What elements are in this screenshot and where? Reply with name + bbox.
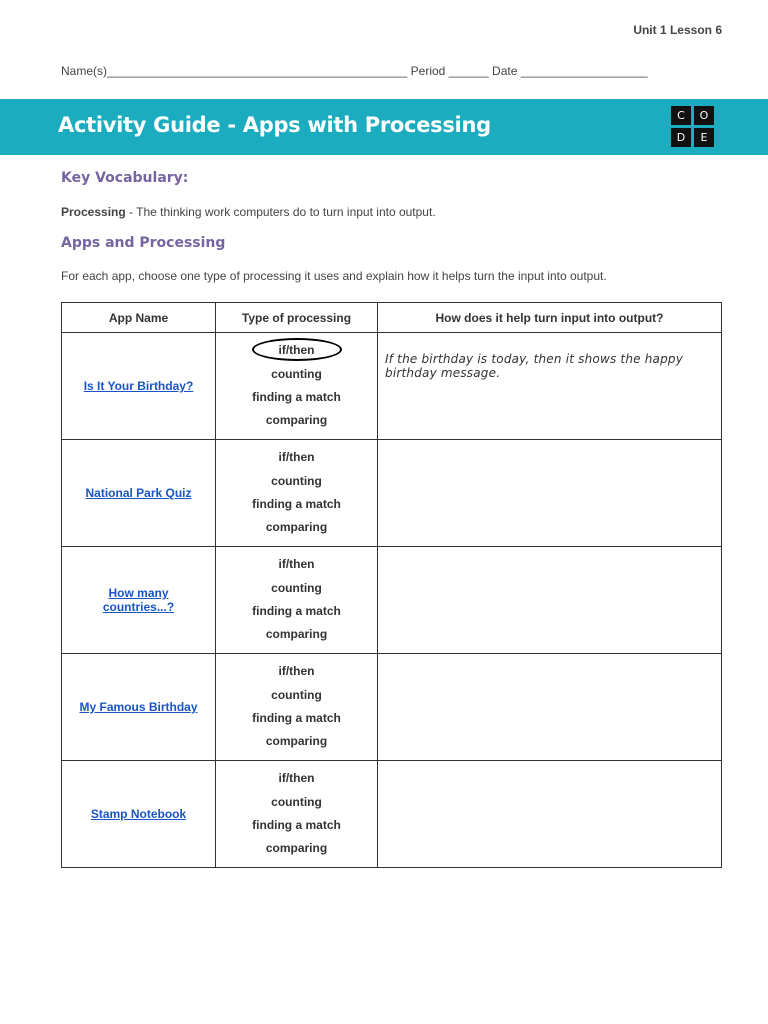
explanation-cell[interactable] <box>378 761 722 868</box>
processing-option[interactable]: comparing <box>265 413 328 428</box>
name-period-date-line: Name(s)_____________________________________________ Period ______ Date ___________________ <box>61 64 648 78</box>
app-link[interactable]: National Park Quiz <box>85 486 192 500</box>
explanation-cell[interactable] <box>378 654 722 761</box>
logo-letter: D <box>671 128 691 147</box>
handwritten-answer: If the birthday is today, then it shows the happy birthday message. <box>385 352 684 380</box>
code-logo <box>671 106 715 148</box>
processing-option[interactable]: if/then <box>278 557 315 572</box>
processing-options-cell <box>216 333 378 440</box>
processing-option[interactable]: if/then <box>278 664 315 679</box>
processing-option[interactable]: counting <box>271 794 322 809</box>
processing-option[interactable]: finding a match <box>252 497 341 511</box>
explanation-cell[interactable] <box>378 547 722 654</box>
processing-option[interactable]: counting <box>271 366 322 381</box>
processing-options-cell <box>216 440 378 547</box>
vocab-text: - The thinking work computers do to turn input into output. <box>125 205 436 219</box>
table-row <box>62 547 722 654</box>
processing-options-cell <box>216 547 378 654</box>
header-app-name: App Name <box>62 303 216 333</box>
logo-letter: C <box>671 106 691 125</box>
processing-option[interactable]: finding a match <box>252 604 341 618</box>
processing-option[interactable]: counting <box>271 687 322 702</box>
app-link[interactable]: How many countries...? <box>102 586 175 614</box>
processing-option[interactable]: comparing <box>265 627 328 642</box>
processing-option[interactable]: if/then <box>278 343 315 358</box>
table-row <box>62 333 722 440</box>
header-explanation: How does it help turn input into output? <box>378 303 722 333</box>
processing-option[interactable]: counting <box>271 473 322 488</box>
logo-letter: E <box>694 128 714 147</box>
table-header-row <box>62 303 722 333</box>
section-heading: Apps and Processing <box>61 235 226 251</box>
header-type: Type of processing <box>216 303 378 333</box>
processing-option[interactable]: comparing <box>265 520 328 535</box>
title-banner <box>0 99 768 155</box>
lesson-label: Unit 1 Lesson 6 <box>633 23 722 37</box>
processing-option[interactable]: comparing <box>265 734 328 749</box>
processing-option[interactable]: finding a match <box>252 390 341 404</box>
processing-options-cell <box>216 654 378 761</box>
instructions: For each app, choose one type of processing it uses and explain how it helps turn the input into output. <box>61 269 607 283</box>
apps-table <box>61 302 722 868</box>
app-link[interactable]: My Famous Birthday <box>79 700 198 714</box>
vocab-term: Processing <box>61 205 126 219</box>
logo-letter: O <box>694 106 714 125</box>
processing-option[interactable]: if/then <box>278 450 315 465</box>
processing-option[interactable]: counting <box>271 580 322 595</box>
app-name-cell <box>62 547 216 654</box>
vocab-heading: Key Vocabulary: <box>61 170 189 186</box>
app-name-cell <box>62 440 216 547</box>
explanation-cell[interactable] <box>378 333 722 440</box>
app-name-cell <box>62 333 216 440</box>
explanation-cell[interactable] <box>378 440 722 547</box>
processing-option[interactable]: finding a match <box>252 711 341 725</box>
app-name-cell <box>62 654 216 761</box>
processing-option[interactable]: comparing <box>265 841 328 856</box>
app-link[interactable]: Stamp Notebook <box>90 807 187 821</box>
selection-circle <box>252 338 342 361</box>
vocab-definition <box>61 205 436 219</box>
table-row <box>62 761 722 868</box>
page-title: Activity Guide - Apps with Processing <box>58 113 491 137</box>
processing-options-cell <box>216 761 378 868</box>
app-name-cell <box>62 761 216 868</box>
app-link[interactable]: Is It Your Birthday? <box>83 379 194 393</box>
processing-option[interactable]: finding a match <box>252 818 341 832</box>
table-row <box>62 440 722 547</box>
processing-option[interactable]: if/then <box>278 771 315 786</box>
table-row <box>62 654 722 761</box>
